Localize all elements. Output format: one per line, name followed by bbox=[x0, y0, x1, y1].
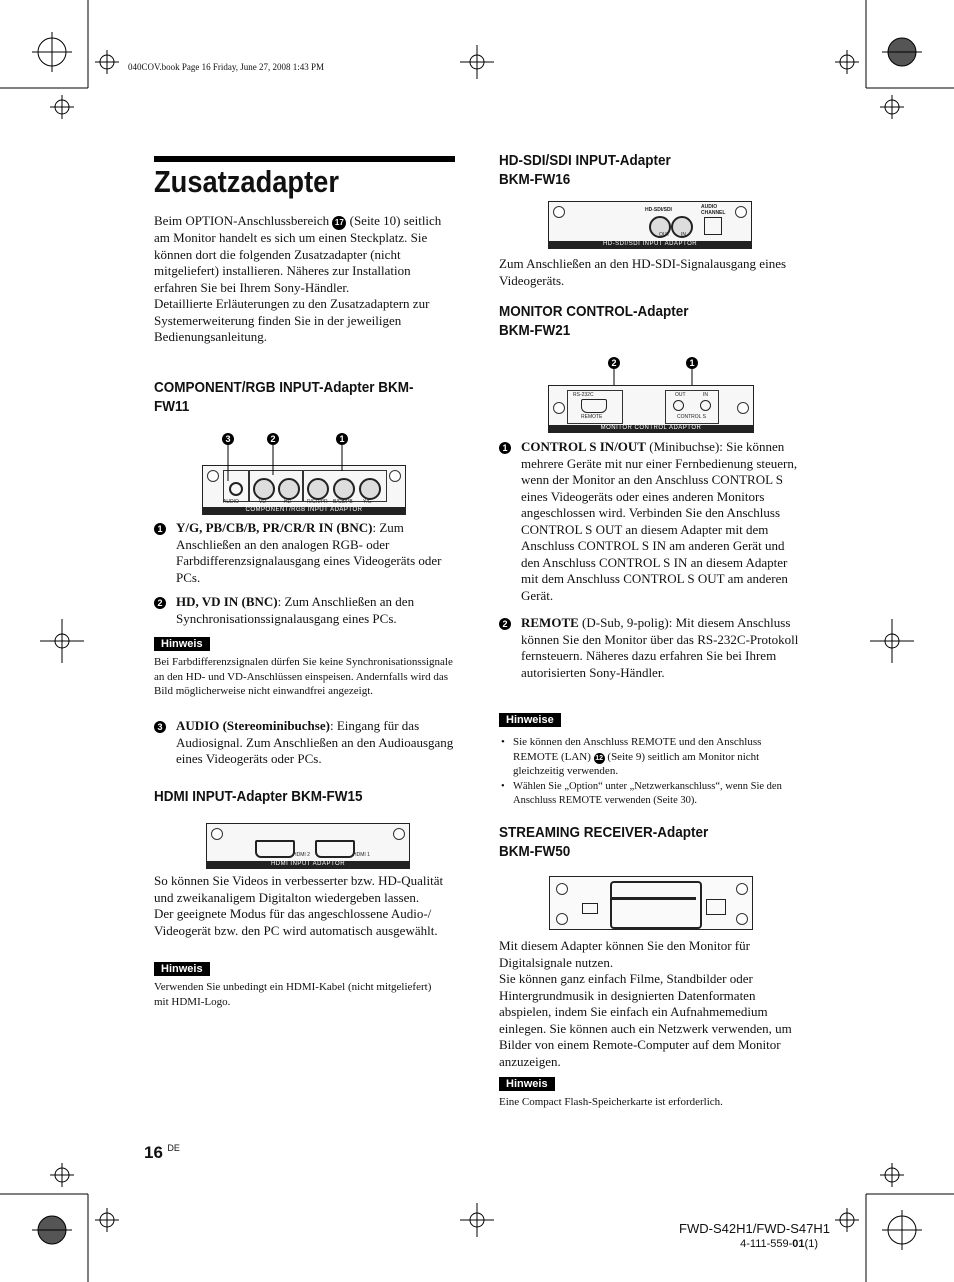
fw16-text: Zum Anschließen an den HD-SDI-Signalausgang eines Videogeräts. bbox=[499, 256, 787, 288]
fw21-heading: MONITOR CONTROL-Adapter BKM-FW21 bbox=[499, 303, 689, 339]
fw11-note-text: Bei Farbdifferenzsignalen dürfen Sie keine Synchronisationssignale an den HD- und VD-Anschlüssen einspeisen. Andernfalls wird das Bild möglicherweise nicht einwandfrei angezeigt. bbox=[154, 656, 453, 697]
fw21-port-out: OUT bbox=[675, 392, 686, 398]
fw21-item-1-text: (Minibuchse): Sie können mehrere Geräte mit nur einer Fernbedienung steuern, wenn der Monitor an den Anschluss CONTROL S eines Videogeräts oder eines anderen Monitors angeschlossen wird. Verbinden Sie den Anschluss CONTROL S OUT an diesem Adapter mit dem Anschluss CONTROL S IN am anderen Gerät und den Anschluss CONTROL S IN an diesem Adapter mit dem Anschluss CONTROL S OUT am anderen Gerät. bbox=[521, 439, 798, 603]
fw15-note-text: Verwenden Sie unbedingt ein HDMI-Kabel (nicht mitgeliefert) mit HDMI-Logo. bbox=[154, 981, 432, 1008]
fw21-note-label: Hinweise bbox=[499, 713, 561, 727]
fw11-callout-lines bbox=[222, 445, 382, 485]
fw11-note-label: Hinweis bbox=[154, 637, 210, 651]
fw50-para2: Sie können ganz einfach Filme, Standbilder oder Hintergrundmusik in designierten Datenformaten abspielen, indem Sie einfach ein Aufnahmemedium einlegen. Sie können auch ein Netzwerk verwenden, um Bilder von einem Remote-Computer auf dem Monitor anzuzeigen. bbox=[499, 971, 792, 1069]
fw11-item-1-bold: Y/G, PB/CB/B, PR/CR/R IN (BNC) bbox=[176, 520, 373, 535]
fw21-note-2: • Wählen Sie „Option“ unter „Netzwerkanschluss“, wenn Sie den Anschluss REMOTE verwenden (Seite 30). bbox=[499, 780, 799, 809]
fw21-note-list bbox=[499, 735, 799, 809]
fw21-item-1-bold: CONTROL S IN/OUT bbox=[521, 439, 646, 454]
intro-text-3: Detaillierte Erläuterungen zu den Zusatzadaptern zur Systemerweiterung finden Sie in der jeweiligen Bedienungsanleitung. bbox=[154, 296, 430, 344]
footer-code-pre: 4-111-559- bbox=[740, 1238, 793, 1250]
page-number bbox=[144, 1143, 180, 1163]
fw21-adapter-label: MONITOR CONTROL ADAPTOR bbox=[549, 425, 753, 432]
fw21-note-1-b: (Seite 9) seitlich am Monitor nicht gleichzeitig verwenden. bbox=[513, 750, 760, 777]
page-title: Zusatzadapter bbox=[154, 164, 339, 199]
fw11-item-2-bold: HD, VD IN (BNC) bbox=[176, 594, 278, 609]
footer-model: FWD-S42H1/FWD-S47H1 bbox=[679, 1221, 830, 1236]
fw16-port-in: IN bbox=[681, 232, 686, 238]
intro-text-1: Beim OPTION-Anschlussbereich bbox=[154, 213, 330, 228]
fw15-adapter-image bbox=[206, 823, 410, 869]
fw11-item-1-text: : Zum Anschließen an den analogen RGB- oder Farbdifferenzsignalausgang eines Videogeräts oder PCs. bbox=[176, 520, 442, 585]
fw15-text bbox=[154, 873, 456, 939]
fw15-note-label: Hinweis bbox=[154, 962, 210, 976]
fw50-note-text: Eine Compact Flash-Speicherkarte ist erforderlich. bbox=[499, 1096, 723, 1108]
fw21-note-1 bbox=[499, 735, 799, 779]
fw21-callout-2: 2 bbox=[608, 357, 620, 369]
remote-lan-ref-badge: 12 bbox=[595, 754, 604, 762]
fw21-note-1-a: Sie können den Anschluss REMOTE und den Anschluss REMOTE (LAN) bbox=[513, 736, 762, 763]
fw21-item-2-text: (D-Sub, 9-polig): Mit diesem Anschluss können Sie den Monitor über das RS-232C-Protokoll fernsteuern. Näheres dazu erfahren Sie bei Ihrem autorisierten Sony-Händler. bbox=[521, 615, 799, 680]
fw11-item-3-bold: AUDIO (Stereominibuchse) bbox=[176, 718, 330, 733]
fw16-adapter-image bbox=[548, 201, 752, 249]
fw15-para2: Der geeignete Modus für das angeschlossene Audio-/ Videogerät bzw. den PC wird automatisch ausgewählt. bbox=[154, 906, 438, 938]
fw21-port-remote: REMOTE bbox=[581, 414, 603, 420]
fw50-adapter-image bbox=[549, 876, 753, 930]
fw15-port-hdmi1: HDMI 1 bbox=[353, 852, 370, 858]
fw11-callout-3: 3 bbox=[222, 433, 234, 445]
book-header-info: 040COV.book Page 16 Friday, June 27, 2008 1:43 PM bbox=[128, 62, 325, 72]
intro-text-2: (Seite 10) seitlich am Monitor handelt es sich um einen Steckplatz. Sie können dort die folgenden Zusatzadapter (nicht mitgeliefert) installieren. Näheres zur Installation erfahren Sie bei Ihrem Sony-Händler. bbox=[154, 213, 442, 295]
fw11-item-3-text: : Eingang für das Audiosignal. Zum Anschließen an den Audioausgang eines Videogeräts oder PCs. bbox=[176, 718, 454, 766]
fw11-port-vd: VD bbox=[259, 499, 266, 505]
fw11-item-2-num: 2 bbox=[154, 597, 166, 609]
fw11-port-b: B/CB/PB bbox=[333, 499, 353, 505]
fw11-callout-2: 2 bbox=[267, 433, 279, 445]
fw15-para1: So können Sie Videos in verbesserter bzw. HD-Qualität und zweikanaligem Digitalton wiedergeben lassen. bbox=[154, 873, 444, 905]
fw21-port-controls: CONTROL S bbox=[677, 414, 706, 420]
fw15-heading: HDMI INPUT-Adapter BKM-FW15 bbox=[154, 788, 363, 805]
fw11-port-audio: AUDIO bbox=[223, 499, 239, 505]
fw50-note-label: Hinweis bbox=[499, 1077, 555, 1091]
fw21-item-2-bold: REMOTE bbox=[521, 615, 579, 630]
fw50-heading: STREAMING RECEIVER-Adapter BKM-FW50 bbox=[499, 824, 709, 860]
fw21-port-in: IN bbox=[703, 392, 708, 398]
fw11-item-1-num: 1 bbox=[154, 523, 166, 535]
fw16-port-audio-channel: AUDIO CHANNEL bbox=[701, 204, 726, 216]
page-number-value: 16 bbox=[144, 1143, 163, 1162]
intro-text bbox=[154, 213, 456, 346]
fw21-port-rs232c: RS-232C bbox=[573, 392, 594, 398]
fw15-port-hdmi2: HDMI 2 bbox=[293, 852, 310, 858]
fw16-heading: HD-SDI/SDI INPUT-Adapter BKM-FW16 bbox=[499, 152, 671, 188]
fw16-port-hdsdi: HD-SDI/SDI bbox=[645, 207, 672, 213]
fw11-adapter-label: COMPONENT/RGB INPUT ADAPTOR bbox=[203, 507, 405, 514]
footer-code bbox=[660, 1238, 818, 1250]
fw16-adapter-label: HD-SDI/SDI INPUT ADAPTOR bbox=[549, 241, 751, 248]
page-lang: DE bbox=[167, 1143, 180, 1153]
fw16-port-out: OUT bbox=[659, 232, 670, 238]
fw11-item-2-text: : Zum Anschließen an den Synchronisationssignalausgang eines PCs. bbox=[176, 594, 415, 626]
fw11-item-3-num: 3 bbox=[154, 721, 166, 733]
option-ref-badge: 17 bbox=[332, 216, 346, 230]
fw21-callout-1: 1 bbox=[686, 357, 698, 369]
fw21-item-1-num: 1 bbox=[499, 442, 511, 454]
fw11-port-r: R/CR/PR bbox=[307, 499, 328, 505]
fw21-item-2-num: 2 bbox=[499, 618, 511, 630]
fw11-callout-1: 1 bbox=[336, 433, 348, 445]
footer-code-bold: 01 bbox=[792, 1238, 805, 1250]
fw11-port-hd: HD bbox=[284, 499, 292, 505]
fw50-text bbox=[499, 938, 801, 1070]
fw21-adapter-image bbox=[548, 385, 754, 433]
fw15-adapter-label: HDMI INPUT ADAPTOR bbox=[207, 861, 409, 868]
footer-code-post: (1) bbox=[804, 1238, 818, 1250]
fw11-heading: COMPONENT/RGB INPUT-Adapter BKM-FW11 bbox=[154, 379, 414, 415]
fw11-port-y: Y/G bbox=[363, 499, 372, 505]
fw50-para1: Mit diesem Adapter können Sie den Monitor für Digitalsignale nutzen. bbox=[499, 938, 750, 970]
